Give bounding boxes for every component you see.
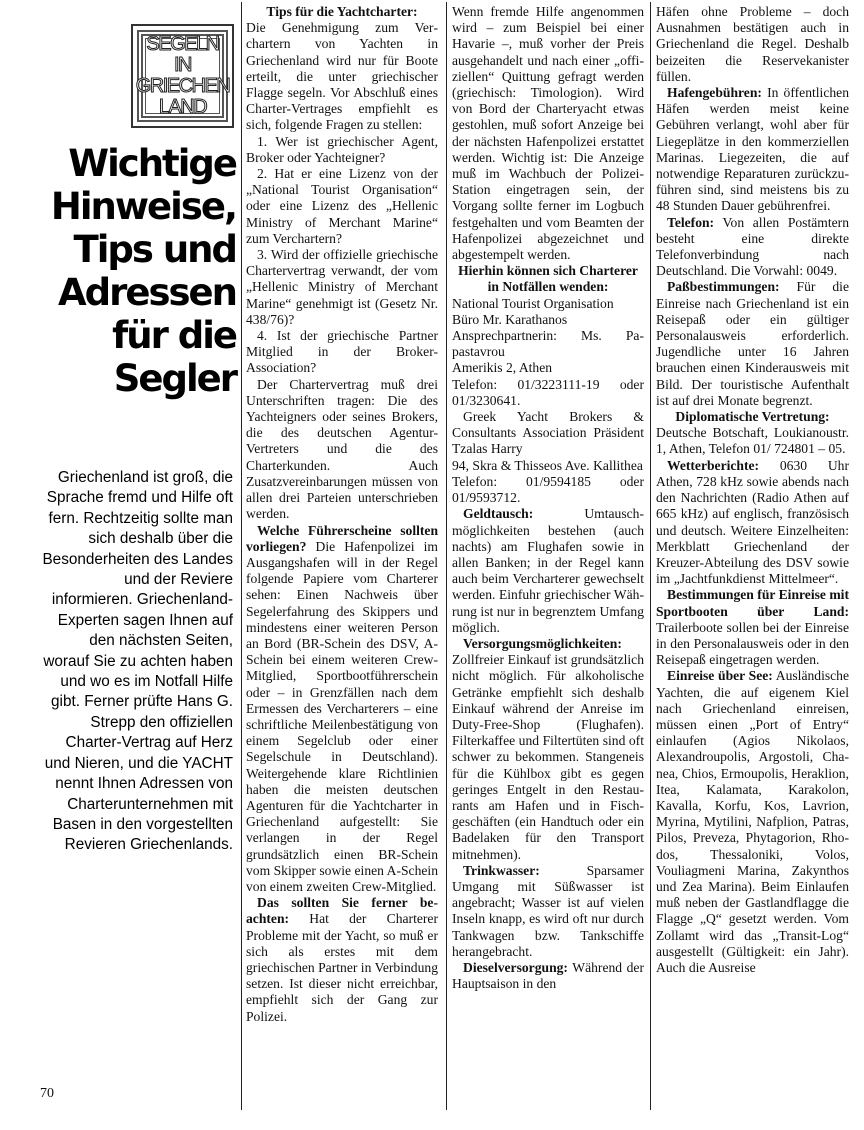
headline-line-5: für die (112, 314, 236, 357)
headline-line-3: Tips und (73, 228, 236, 271)
list-item: 3. Wird der offizielle griechische Chartervertrag verwandt, der vom „Hellenic Ministry of Merchant Marine“ genehmigt ist (Gesetz Nr. 438/76)? (246, 247, 438, 327)
list-item: 2. Hat er eine Lizenz von der „National Tourist Organisation“ oder eine Lizenz des „Hellenic Ministry of Merchant Marine“ zum Verchartern? (246, 166, 438, 246)
section-heading: Hierhin können sich Charterer in Notfällen wenden: (458, 263, 638, 295)
paragraph: Einreise über See: Ausländische Yachten, die auf eigenem Kiel nach Griechenland einreisen, müssen einen „Port of Entry“ einlaufen (Agios Nikolaos, Alexandroupolis, Argostoli, Chanea, Chios, Ermoupolis, Heraklion, Itea, Kalamata, Karakolon, Kavalla, Korfu, Kos, Lavrion, Myrina, Mytilini, Nafplion, Patras, Pilos, Preveza, Phytagorion, Rhodos, Thessaloniki, Volos, Vouliagmeni Marina, Zakynthos und Zea Marina). Beim Einlaufen muß neben der Gastlandflagge die Flagge „Q“ gesetzt werden. Vom Zollamt wird das „Transit-Log“ ausgestellt (Gültigkeit: ein Jahr). Auch die Ausreise (656, 668, 849, 975)
paragraph-heading: Bestimmungen für Einreise mit Sportbooten über Land: (656, 587, 849, 619)
lead-paragraph: Griechenland ist groß, die Sprache fremd und Hilfe oft fern. Rechtzeitig sollte man sich deshalb über die Besonderheiten des Landes und der Reviere informieren. Griechenland-Experten sagen Ihnen auf den nächsten Seiten, worauf Sie zu achten haben und wo es im Notfall Hilfe gibt. Ferner prüfte Hans G. Strepp den offiziellen Charter-Vertrag auf Herz und Nieren, und die YACHT nennt Ihnen Adressen von Charterunternehmen mit Basen in den vorgestellten Revieren Griechenlands. (42, 469, 233, 854)
column-rule (650, 2, 651, 1110)
address-line: National Tourist Organisation (452, 295, 614, 311)
address-line: Telefon: 01/3223111-19 oder 01/3230641. (452, 376, 644, 408)
text-column-1 (246, 4, 438, 1025)
section-heading: Tips für die Yachtcharter: (266, 4, 418, 19)
paragraph-heading: Versorgungsmöglichkeiten: (463, 635, 622, 651)
paragraph: Wenn fremde Hilfe angenommen wird – zum Beispiel bei einer Havarie –, muß vorher der Preis ausgehandelt und nach einer „offiziellen“ Quittung gefragt werden (griechisch: Timologion). Wird von Bord der Charteryacht etwas gestohlen, muß sofort Anzeige bei der nächsten Hafenpolizei erstattet werden. Wichtig ist: Die Anzeige muß im Wachbuch der Polizei-Station eingetragen sein, der Vorgang sollte ferner im Logbuch festgehalten und vom Beamten der Hafenpolizei abgezeichnet und abgestempelt werden. (452, 4, 644, 263)
paragraph-heading: Telefon: (667, 214, 715, 230)
paragraph-heading: Trinkwasser: (463, 862, 540, 878)
logo-line-3: LAND (158, 96, 207, 118)
column-rule (446, 2, 447, 1110)
column-rule (241, 2, 242, 1110)
paragraph: Trinkwasser: Sparsamer Umgang mit Süßwasser ist angebracht; Wasser ist auf vielen Inseln knapp, es wird oft nur durch Tankwagen bzw. Tankschiffe herangebracht. (452, 862, 644, 959)
logo-line-1: SEGELN IN (146, 33, 219, 76)
paragraph: Deutsche Botschaft, Loukianoustr. 1, Athen, Telefon 01/ 724801 – 05. (656, 425, 849, 457)
logo-inner (135, 33, 230, 118)
paragraph: Welche Führerscheine sollten vorliegen? Die Hafenpolizei im Ausgangshafen will in der Regel folgende Papiere vom Charterer sehen: Einen Nachweis über Segelerfahrung des Skippers und mindestens einer weiteren Person an Bord (BR-Schein des DSV, A-Schein bei einem weiteren Crew-Mitglied, Sportbootführerschein oder – in Grenzfällen nach dem Ermessen des Vercharterers – eine schriftliche Meilenbestätigung von einem Segelclub oder einer Segelschule in Deutschland). Weitergehende klare Richtlinien haben die meisten deutschen Agenturen für die Yachtcharter in Griechenland aufgestellt: Sie verlangen in der Regel grundsätzlich einen BR-Schein vom Skipper sowie einen A-Schein von einem zweiten Crew-Mitglied. (246, 522, 438, 894)
paragraph: Telefon: Von allen Postämtern besteht eine direkte Telefonverbindung nach Deutschland. Die Vorwahl: 0049. (656, 214, 849, 279)
paragraph: Bestimmungen für Einreise mit Sportbooten über Land: Trailerboote sollen bei der Einreise in den Personalausweis oder in den Reisepaß eingetragen werden. (656, 587, 849, 668)
paragraph: Das sollten Sie ferner beachten: Hat der Charterer Probleme mit der Yacht, so muß er sich als erstes mit dem griechischen Partner in Verbindung setzen. Ist dieser nicht erreichbar, empfiehlt sich der Gang zur Polizei. (246, 895, 438, 1024)
section-heading: Diplomatische Vertretung: (675, 409, 830, 425)
list-item: 1. Wer ist griechischer Agent, Broker oder Yachteigner? (246, 133, 438, 165)
segeln-in-griechenland-logo (131, 24, 234, 128)
paragraph-heading: Einreise über See: (667, 668, 773, 684)
headline-line-4: Adressen (58, 271, 236, 314)
paragraph: Paßbestimmungen: Für die Einreise nach Griechenland ist ein Reisepaß oder ein gültiger Personalausweis erforderlich. Jugendliche unter 16 Jahren brauchen einen Kinderausweis mit Bild. Der touristische Aufenthalt ist auf drei Monate begrenzt. (656, 279, 849, 408)
address-line: Amerikis 2, Athen (452, 360, 553, 376)
paragraph-heading: Paßbestimmungen: (667, 279, 780, 295)
address-line: Telefon: 01/9594185 oder 01/9593712. (452, 473, 644, 506)
paragraph: Der Chartervertrag muß drei Unterschriften tragen: Die des Yachteigners oder seines Brokers, die des deutschen Agentur-Vertreters und die des Charterkunden. Auch Zusatzvereinbarungen müssen von allen drei Parteien unterschrieben werden. (246, 376, 438, 522)
list-item: 4. Ist der griechische Partner Mitglied in der Broker-Association? (246, 328, 438, 376)
page-headline (20, 142, 236, 400)
paragraph: Versorgungsmöglichkeiten: Zollfreier Einkauf ist grundsätzlich nicht möglich. Für alkoholische Getränke empfiehlt sich deshalb Einkauf während der Anreise im Duty-Free-Shop (Flughafen). Filterkaffee und Filtertüten sind oft schwer zu bekommen. Stangeneis für die Kühlbox gibt es gegen geringes Entgelt in den Restaurants am Hafen und in Fischgeschäften (ein Handtuch oder ein Badelaken für den Transport mitnehmen). (452, 635, 644, 862)
text-column-2 (452, 4, 644, 992)
address-line: 94, Skra & Thisseos Ave. Kallithea (452, 457, 643, 473)
paragraph-heading: Hafengebühren: (667, 85, 762, 101)
paragraph: Die Genehmigung zum Verchartern von Yachten in Griechenland wird nur für Boote erteilt, die unter griechischer Flagge segeln. Vor Abschluß eines Charter-Vertrages empfiehlt es sich, folgende Fragen zu stellen: (246, 20, 438, 133)
headline-line-6: Segler (113, 357, 236, 400)
paragraph: Dieselversorgung: Während der Hauptsaison in den (452, 959, 644, 992)
paragraph-heading: Dieselversorgung: (463, 959, 568, 975)
paragraph: Hafengebühren: In öffentlichen Häfen werden meist keine Gebühren verlangt, wohl aber für Liegeplätze in den kommerziellen Marinas. Liegezeiten, die auf notwendige Reparaturen zurückzuführen sind, sind meistens bis zu 48 Stunden Dauer gebührenfrei. (656, 85, 849, 214)
address-line: Greek Yacht Brokers & Consultants Association Präsident Tzalas Harry (452, 409, 644, 457)
paragraph-heading: Welche Führerscheine sollten vorliegen? (246, 522, 438, 554)
address-line: Ansprechpartnerin: Ms. Papastavrou (452, 328, 644, 360)
paragraph-heading: Wetterberichte: (667, 457, 760, 473)
paragraph: Häfen ohne Probleme – doch Ausnahmen bestätigen auch in Griechenland die Regel. Deshalb beizeiten die Reservekanister füllen. (656, 4, 849, 84)
paragraph: Geldtausch: Umtauschmöglichkeiten bestehen (auch nachts) am Flughafen sowie in allen Banken; in der Regel kann auch beim Vercharterer gewechselt werden. Einfuhr griechischer Währung ist nur in begrenztem Umfang möglich. (452, 506, 644, 635)
paragraph-heading: Das sollten Sie ferner beachten: (246, 895, 438, 927)
paragraph-heading: Geldtausch: (463, 506, 534, 522)
headline-line-1: Wichtige (68, 142, 236, 185)
text-column-3 (656, 4, 849, 976)
paragraph: Wetterberichte: 0630 Uhr Athen, 728 kHz sowie abends nach den Nachrichten (Radio Athen auf 665 kHz) auf englisch, französisch und deutsch. Weitere Einzelheiten: Merkblatt Griechenland der Kreuzer-Abteilung des DSV sowie im „Jachtfunkdienst Mittelmeer“. (656, 457, 849, 587)
address-line: Büro Mr. Karathanos (452, 311, 568, 327)
logo-line-2: GRIECHEN (135, 75, 230, 97)
page-number: 70 (40, 1086, 54, 1101)
headline-line-2: Hinweise, (50, 185, 236, 228)
